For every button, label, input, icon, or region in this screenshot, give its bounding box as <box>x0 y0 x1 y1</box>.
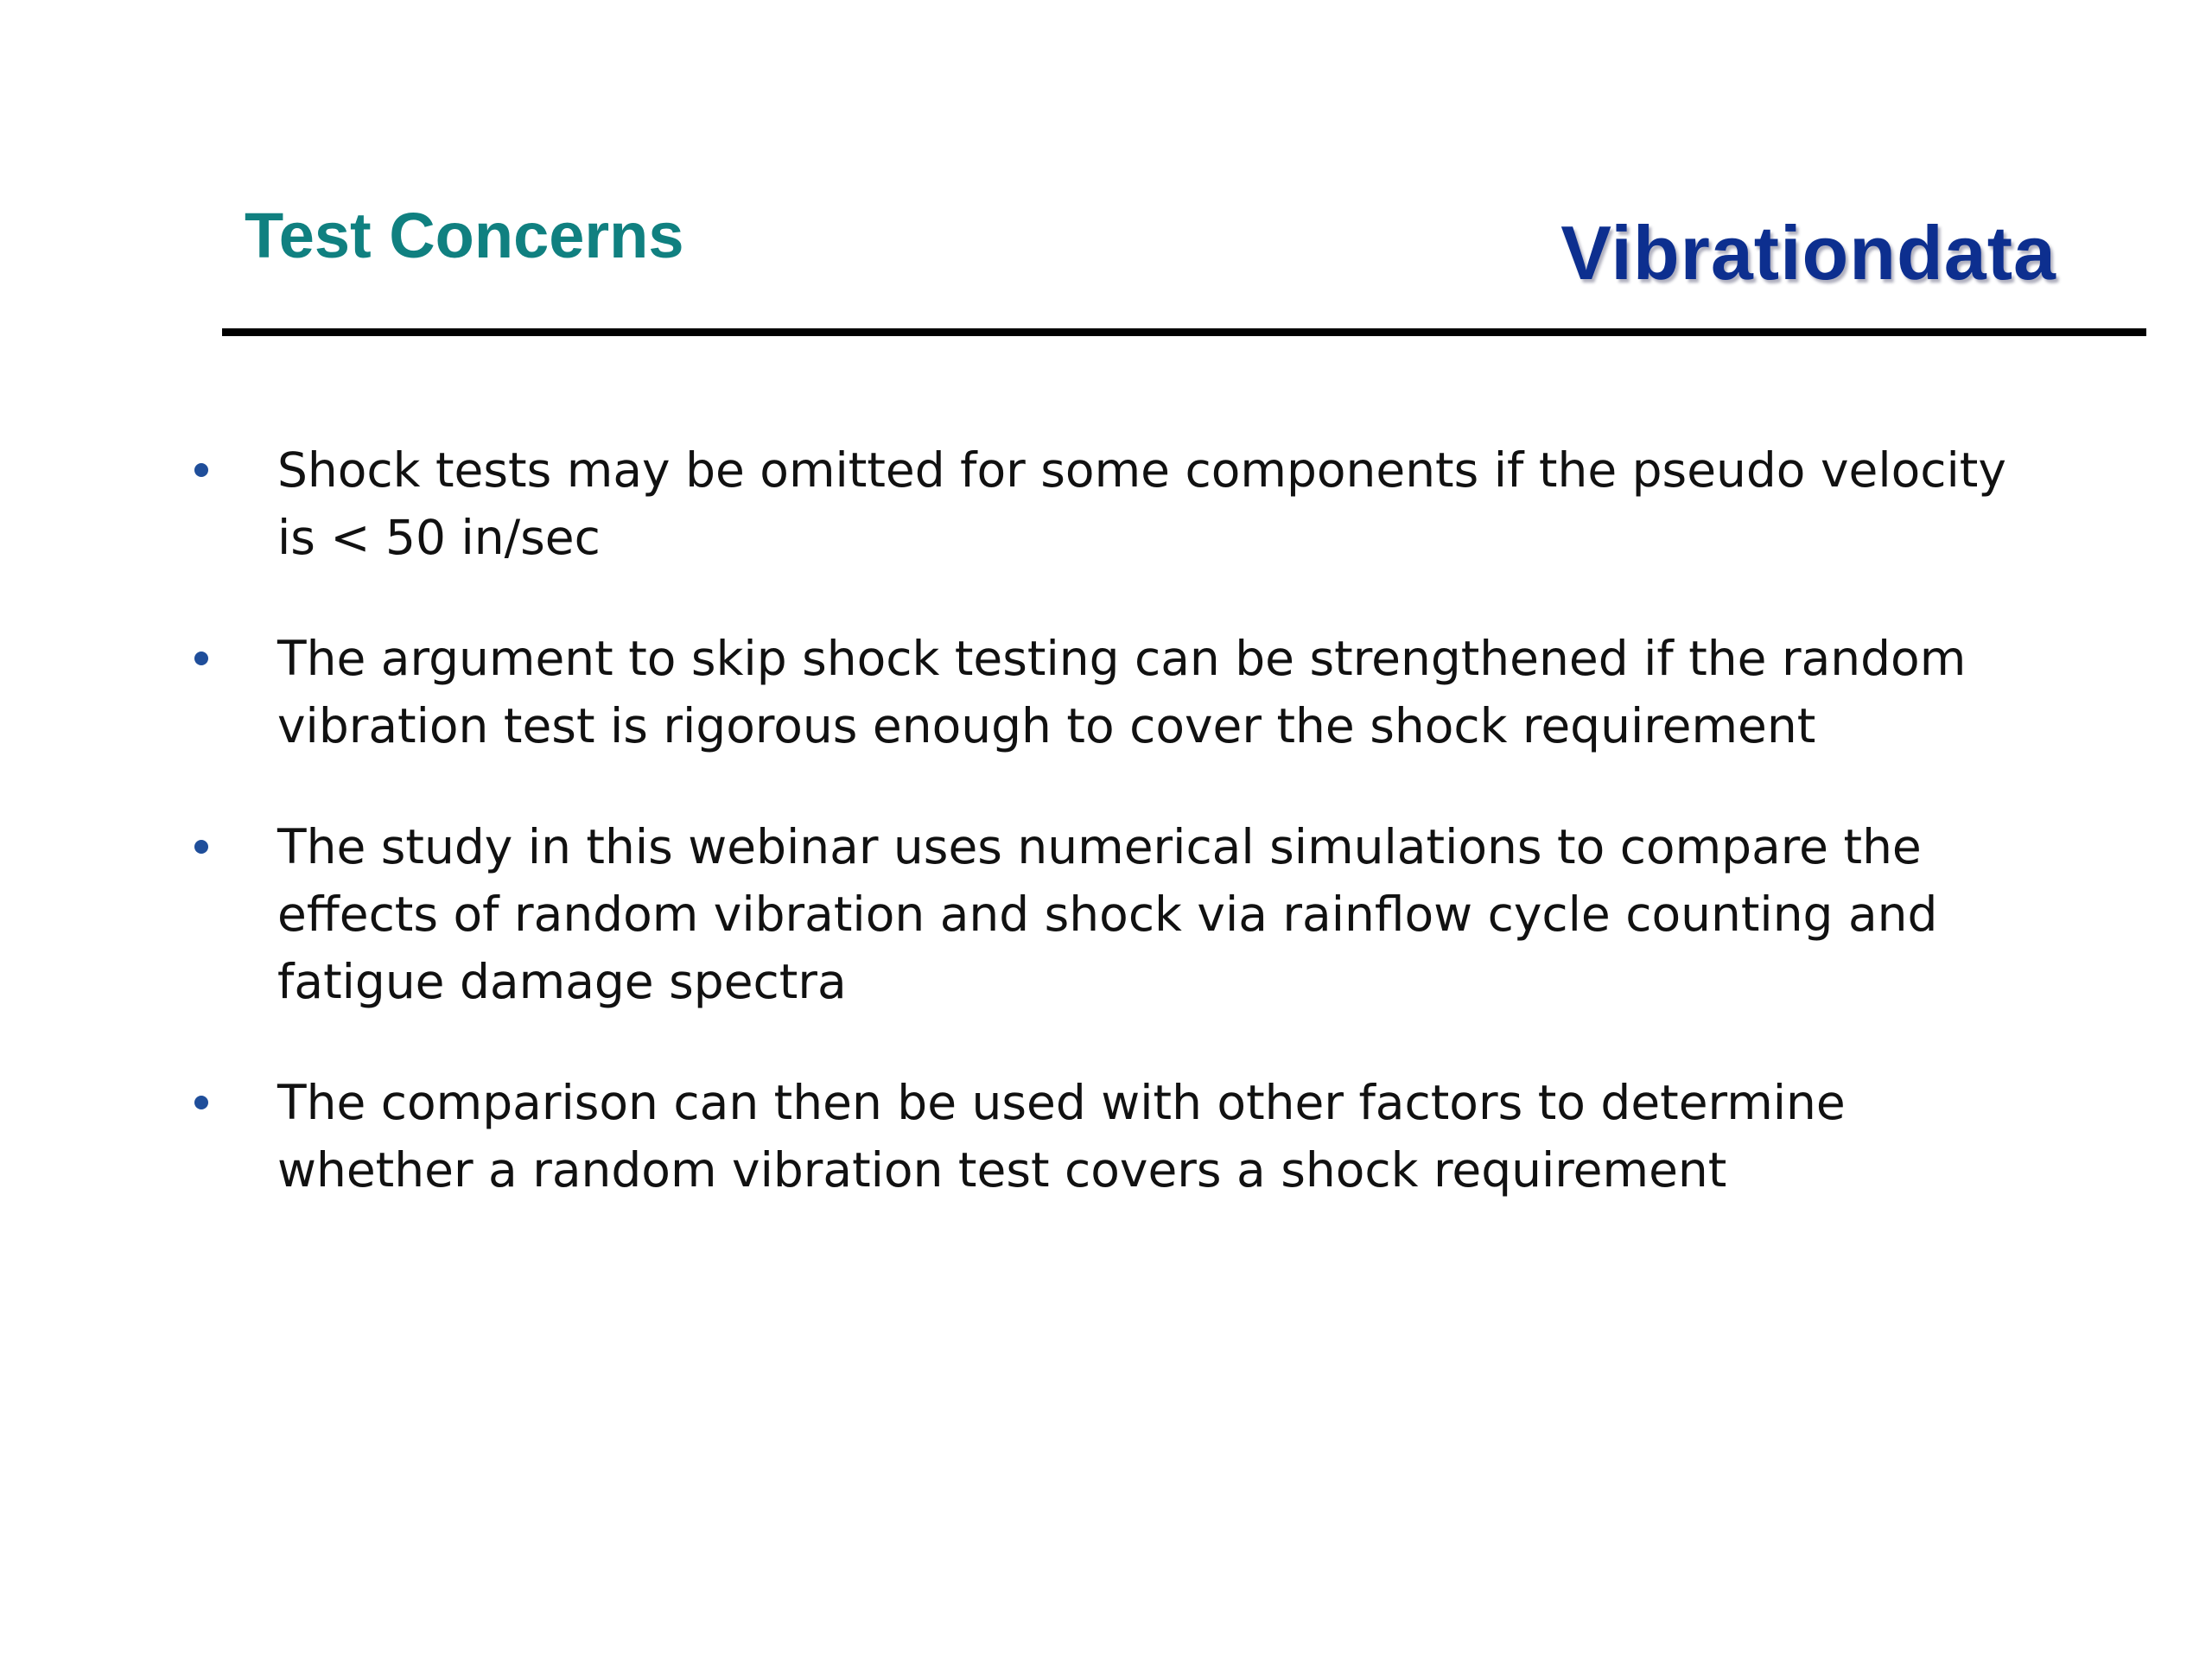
bullet-text: Shock tests may be omitted for some components if the pseudo velocity is < 50 in/sec <box>277 442 2006 565</box>
bullet-icon <box>194 652 208 665</box>
list-item <box>181 813 2039 1015</box>
header-divider <box>222 328 2146 336</box>
bullet-text: The comparison can then be used with other factors to determine whether a random vibration test covers a shock requirement <box>277 1075 1846 1198</box>
bullet-icon <box>194 1096 208 1109</box>
bullet-icon <box>194 840 208 854</box>
bullet-text: The study in this webinar uses numerical simulations to compare the effects of random vibration and shock via rainflow cycle counting and fatigue damage spectra <box>277 819 1938 1009</box>
bullet-icon <box>194 463 208 477</box>
bullet-list <box>181 436 2039 1257</box>
slide-title: Test Concerns <box>245 200 684 271</box>
list-item <box>181 436 2039 571</box>
bullet-text: The argument to skip shock testing can be strengthened if the random vibration test is rigorous enough to cover the shock requirement <box>277 631 1967 753</box>
vibrationdata-logo: Vibrationdata <box>1560 210 2056 296</box>
list-item <box>181 1069 2039 1204</box>
list-item <box>181 625 2039 760</box>
